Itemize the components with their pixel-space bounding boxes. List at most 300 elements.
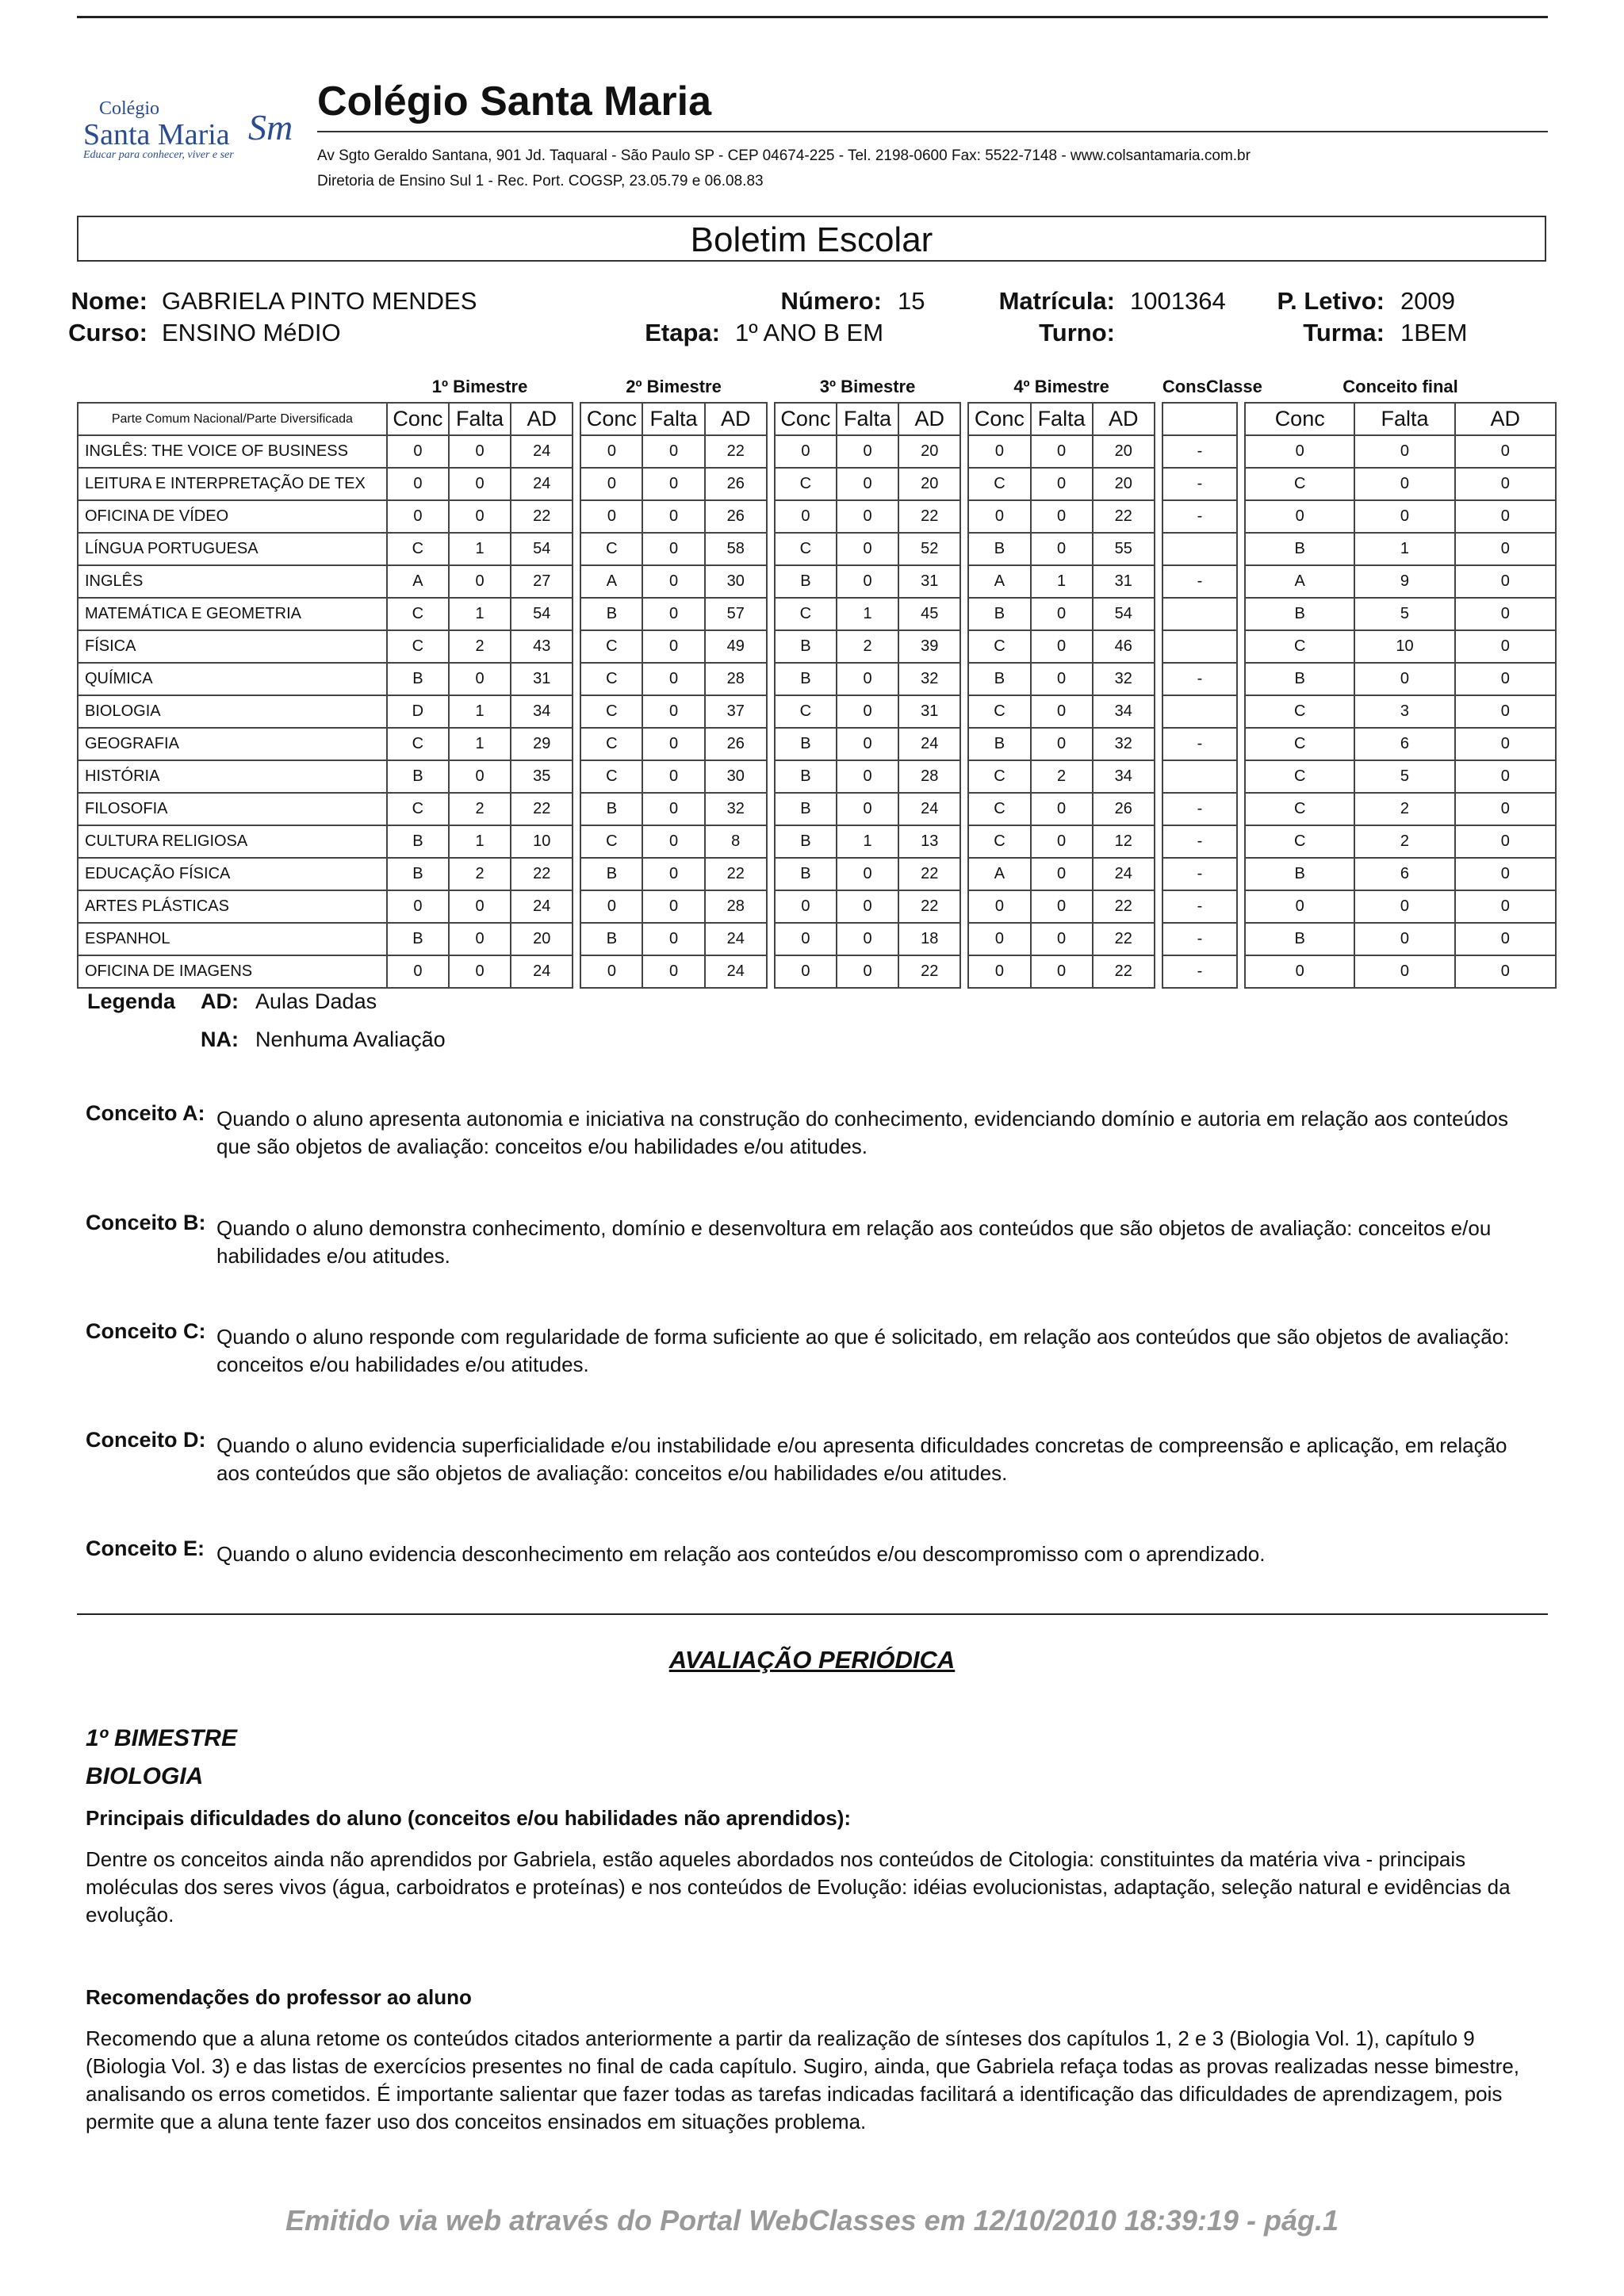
table-row <box>78 760 1556 793</box>
grades-table <box>77 371 1557 989</box>
concept-text: Quando o aluno evidencia desconhecimento em relação aos conteúdos e/ou descompromisso com o aprendizado. <box>216 1542 1266 1566</box>
ad-cell: 20 <box>1093 468 1155 500</box>
group-header: 2º Bimestre <box>626 376 722 396</box>
consclasse-cell <box>1162 695 1237 728</box>
falta-cell: 0 <box>642 760 704 793</box>
falta-cell: 0 <box>449 760 511 793</box>
falta-cell: 0 <box>642 663 704 695</box>
ad-cell: 26 <box>705 500 767 533</box>
conc-cell: C <box>968 793 1030 825</box>
conc-cell: C <box>580 695 642 728</box>
group-header: 4º Bimestre <box>1013 376 1109 396</box>
concept-label: Conceito D: <box>86 1428 206 1452</box>
ad-cell: 31 <box>898 695 960 728</box>
consclasse-header-cell <box>1162 403 1237 435</box>
ad-cell: 24 <box>511 435 573 468</box>
subject-cell: INGLÊS <box>78 565 387 598</box>
conc-cell: B <box>968 598 1030 630</box>
final-conc-cell: C <box>1245 793 1354 825</box>
conc-cell: 0 <box>775 923 837 955</box>
subject-cell: EDUCAÇÃO FÍSICA <box>78 858 387 890</box>
subject-cell: GEOGRAFIA <box>78 728 387 760</box>
falta-cell: 0 <box>449 663 511 695</box>
conc-cell: 0 <box>580 500 642 533</box>
falta-cell: 0 <box>837 435 898 468</box>
falta-cell: 0 <box>1031 728 1093 760</box>
falta-cell: 0 <box>642 598 704 630</box>
conc-cell: C <box>387 598 449 630</box>
falta-cell: 0 <box>837 955 898 988</box>
final-ad-cell: 0 <box>1455 598 1556 630</box>
consclasse-cell: - <box>1162 923 1237 955</box>
conc-cell: 0 <box>968 435 1030 468</box>
conc-cell: A <box>387 565 449 598</box>
conc-cell: B <box>775 825 837 858</box>
final-ad-cell: 0 <box>1455 793 1556 825</box>
conc-cell: B <box>580 923 642 955</box>
ad-header: AD <box>1455 403 1556 435</box>
falta-cell: 0 <box>1031 500 1093 533</box>
ad-cell: 24 <box>1093 858 1155 890</box>
subject-cell: ARTES PLÁSTICAS <box>78 890 387 923</box>
consclasse-cell <box>1162 533 1237 565</box>
final-conc-cell: 0 <box>1245 500 1354 533</box>
falta-cell: 0 <box>449 435 511 468</box>
consclasse-cell: - <box>1162 728 1237 760</box>
final-conc-cell: C <box>1245 695 1354 728</box>
ad-cell: 12 <box>1093 825 1155 858</box>
evaluation-bimester: 1º BIMESTRE <box>86 1725 237 1751</box>
falta-cell: 0 <box>642 565 704 598</box>
conc-cell: 0 <box>968 923 1030 955</box>
consclasse-cell <box>1162 760 1237 793</box>
name-label: Nome: <box>71 287 147 315</box>
conc-cell: A <box>968 565 1030 598</box>
consclasse-cell: - <box>1162 663 1237 695</box>
falta-cell: 0 <box>449 955 511 988</box>
group-header: Conceito final <box>1342 376 1458 396</box>
falta-header: Falta <box>1354 403 1454 435</box>
falta-cell: 0 <box>642 890 704 923</box>
stage-label: Etapa: <box>645 319 720 346</box>
shift-label: Turno: <box>1039 319 1115 346</box>
falta-cell: 0 <box>1031 598 1093 630</box>
ad-cell: 31 <box>1093 565 1155 598</box>
falta-cell: 0 <box>449 468 511 500</box>
final-ad-cell: 0 <box>1455 630 1556 663</box>
ad-cell: 24 <box>511 890 573 923</box>
conc-header: Conc <box>775 403 837 435</box>
table-row <box>78 468 1556 500</box>
final-falta-cell: 3 <box>1354 695 1454 728</box>
ad-cell: 54 <box>511 533 573 565</box>
ad-cell: 22 <box>705 435 767 468</box>
falta-cell: 1 <box>1031 565 1093 598</box>
legend-value-na: Nenhuma Avaliação <box>255 1027 446 1051</box>
final-falta-cell: 9 <box>1354 565 1454 598</box>
final-ad-cell: 0 <box>1455 500 1556 533</box>
student-number: 15 <box>898 287 925 315</box>
subject-cell: ESPANHOL <box>78 923 387 955</box>
conc-cell: 0 <box>775 500 837 533</box>
ad-cell: 24 <box>898 793 960 825</box>
final-falta-cell: 2 <box>1354 825 1454 858</box>
consclasse-cell: - <box>1162 435 1237 468</box>
falta-cell: 0 <box>837 923 898 955</box>
falta-cell: 0 <box>642 630 704 663</box>
falta-cell: 2 <box>449 858 511 890</box>
consclasse-cell: - <box>1162 890 1237 923</box>
final-falta-cell: 0 <box>1354 663 1454 695</box>
falta-cell: 0 <box>449 500 511 533</box>
ad-cell: 46 <box>1093 630 1155 663</box>
concept-text: Quando o aluno apresenta autonomia e iniciativa na construção do conhecimento, evidenciando domínio e autoria em relação aos conteúdos que são objetos de avaliação: conceitos e/ou habilidades e/ou atitudes. <box>216 1107 1508 1158</box>
conc-cell: C <box>580 663 642 695</box>
table-row <box>78 435 1556 468</box>
conc-header: Conc <box>387 403 449 435</box>
conc-cell: 0 <box>775 955 837 988</box>
difficulties-text: Dentre os conceitos ainda não aprendidos por Gabriela, estão aqueles abordados nos conteúdos de Citologia: constituintes da matéria viva - principais moléculas dos seres vivos (água, carboidratos e proteínas) e nos conteúdos de Evolução: idéias evolucionistas, adaptação, seleção natural e evidências da evolução. <box>86 1847 1511 1927</box>
school-address: Av Sgto Geraldo Santana, 901 Jd. Taquaral - São Paulo SP - CEP 04674-225 - Tel. 2198-0600 Fax: 5522-7148 - www.colsantamaria.com.br <box>317 147 1251 164</box>
falta-cell: 0 <box>642 533 704 565</box>
final-falta-cell: 0 <box>1354 955 1454 988</box>
consclasse-cell: - <box>1162 955 1237 988</box>
ad-cell: 20 <box>898 468 960 500</box>
conc-cell: A <box>968 858 1030 890</box>
conc-cell: B <box>775 858 837 890</box>
final-conc-cell: B <box>1245 663 1354 695</box>
ad-cell: 18 <box>898 923 960 955</box>
final-ad-cell: 0 <box>1455 955 1556 988</box>
final-falta-cell: 10 <box>1354 630 1454 663</box>
conc-cell: 0 <box>387 890 449 923</box>
conc-cell: 0 <box>775 435 837 468</box>
falta-cell: 0 <box>837 793 898 825</box>
ad-cell: 22 <box>898 858 960 890</box>
table-row <box>78 565 1556 598</box>
legend-key-ad: AD: <box>201 989 239 1013</box>
conc-cell: 0 <box>387 468 449 500</box>
ad-cell: 20 <box>511 923 573 955</box>
subject-cell: HISTÓRIA <box>78 760 387 793</box>
final-conc-cell: A <box>1245 565 1354 598</box>
conc-cell: C <box>387 533 449 565</box>
ad-cell: 22 <box>705 858 767 890</box>
ad-cell: 22 <box>898 890 960 923</box>
falta-cell: 1 <box>449 598 511 630</box>
falta-cell: 0 <box>837 468 898 500</box>
final-ad-cell: 0 <box>1455 435 1556 468</box>
conc-cell: B <box>968 663 1030 695</box>
conc-cell: B <box>387 760 449 793</box>
ad-cell: 27 <box>511 565 573 598</box>
conc-cell: 0 <box>387 435 449 468</box>
ad-cell: 24 <box>511 468 573 500</box>
falta-cell: 0 <box>642 695 704 728</box>
school-name: Colégio Santa Maria <box>317 78 711 124</box>
ad-cell: 54 <box>1093 598 1155 630</box>
table-group-headers <box>78 371 1556 403</box>
ad-cell: 32 <box>705 793 767 825</box>
final-conc-cell: C <box>1245 630 1354 663</box>
ad-cell: 26 <box>705 468 767 500</box>
falta-cell: 0 <box>837 663 898 695</box>
ad-cell: 22 <box>898 500 960 533</box>
falta-cell: 0 <box>837 760 898 793</box>
ad-header: AD <box>511 403 573 435</box>
ad-cell: 22 <box>511 858 573 890</box>
conc-cell: C <box>775 695 837 728</box>
difficulties-heading: Principais dificuldades do aluno (conceitos e/ou habilidades não aprendidos): <box>86 1806 852 1830</box>
conc-cell: 0 <box>968 955 1030 988</box>
ad-cell: 22 <box>1093 890 1155 923</box>
conc-cell: B <box>775 728 837 760</box>
consclasse-cell <box>1162 598 1237 630</box>
ad-cell: 57 <box>705 598 767 630</box>
conc-header: Conc <box>1245 403 1354 435</box>
falta-cell: 0 <box>1031 695 1093 728</box>
consclasse-cell: - <box>1162 565 1237 598</box>
falta-cell: 1 <box>449 695 511 728</box>
falta-cell: 0 <box>642 923 704 955</box>
falta-cell: 0 <box>1031 923 1093 955</box>
conc-cell: D <box>387 695 449 728</box>
final-conc-cell: C <box>1245 728 1354 760</box>
conc-cell: C <box>580 630 642 663</box>
ad-cell: 52 <box>898 533 960 565</box>
table-row <box>78 793 1556 825</box>
falta-cell: 1 <box>449 825 511 858</box>
table-row <box>78 533 1556 565</box>
student-class: 1BEM <box>1400 319 1468 346</box>
ad-cell: 24 <box>511 955 573 988</box>
conc-cell: B <box>580 793 642 825</box>
subject-cell: FILOSOFIA <box>78 793 387 825</box>
conc-cell: 0 <box>968 500 1030 533</box>
ad-cell: 30 <box>705 565 767 598</box>
ad-cell: 34 <box>511 695 573 728</box>
falta-cell: 0 <box>642 955 704 988</box>
ad-cell: 45 <box>898 598 960 630</box>
table-row <box>78 825 1556 858</box>
ad-cell: 32 <box>1093 663 1155 695</box>
final-ad-cell: 0 <box>1455 468 1556 500</box>
conc-cell: 0 <box>580 435 642 468</box>
final-falta-cell: 0 <box>1354 500 1454 533</box>
table-row <box>78 630 1556 663</box>
recommendations-text: Recomendo que a aluna retome os conteúdos citados anteriormente a partir da realização de sínteses dos capítulos 1, 2 e 3 (Biologia Vol. 1), capítulo 9 (Biologia Vol. 3) e das listas de exercícios presentes no final de cada capítulo. Sugiro, ainda, que Gabriela refaça todas as provas realizadas nesse bimestre, analisando os erros cometidos. É importante salientar que fazer todas as tarefas indicadas facilitará a identificação das dificuldades de aprendizagem, pois permite que a aluna tente fazer uso dos conceitos ensinados em situações problema. <box>86 2026 1520 2133</box>
conc-cell: 0 <box>775 890 837 923</box>
final-falta-cell: 0 <box>1354 435 1454 468</box>
conc-cell: B <box>775 630 837 663</box>
falta-cell: 0 <box>642 728 704 760</box>
falta-cell: 0 <box>449 923 511 955</box>
conc-cell: C <box>387 728 449 760</box>
concept-label: Conceito C: <box>86 1319 206 1343</box>
ad-cell: 20 <box>1093 435 1155 468</box>
final-conc-cell: 0 <box>1245 890 1354 923</box>
subject-cell: BIOLOGIA <box>78 695 387 728</box>
ad-cell: 13 <box>898 825 960 858</box>
final-falta-cell: 5 <box>1354 598 1454 630</box>
conc-cell: C <box>580 825 642 858</box>
falta-cell: 1 <box>837 825 898 858</box>
final-conc-cell: B <box>1245 858 1354 890</box>
ad-cell: 31 <box>511 663 573 695</box>
falta-header: Falta <box>837 403 898 435</box>
consclasse-cell <box>1162 630 1237 663</box>
conc-cell: B <box>968 533 1030 565</box>
final-ad-cell: 0 <box>1455 663 1556 695</box>
final-conc-cell: C <box>1245 760 1354 793</box>
conc-cell: B <box>775 793 837 825</box>
falta-cell: 0 <box>642 825 704 858</box>
table-row <box>78 663 1556 695</box>
final-falta-cell: 0 <box>1354 923 1454 955</box>
legend-key-na: NA: <box>201 1027 239 1051</box>
falta-cell: 2 <box>1031 760 1093 793</box>
conc-cell: 0 <box>387 500 449 533</box>
ad-cell: 8 <box>705 825 767 858</box>
conc-cell: C <box>580 728 642 760</box>
falta-cell: 0 <box>1031 793 1093 825</box>
ad-cell: 58 <box>705 533 767 565</box>
final-conc-cell: C <box>1245 468 1354 500</box>
falta-cell: 0 <box>1031 890 1093 923</box>
subject-cell: FÍSICA <box>78 630 387 663</box>
ad-cell: 28 <box>898 760 960 793</box>
conc-cell: C <box>387 630 449 663</box>
ad-cell: 22 <box>511 500 573 533</box>
ad-cell: 22 <box>1093 923 1155 955</box>
concept-label: Conceito A: <box>86 1101 205 1125</box>
evaluation-subject: BIOLOGIA <box>86 1763 204 1789</box>
falta-cell: 0 <box>837 728 898 760</box>
falta-cell: 0 <box>642 858 704 890</box>
conc-cell: B <box>580 598 642 630</box>
falta-cell: 0 <box>1031 825 1093 858</box>
header-underline <box>317 131 1548 132</box>
final-conc-cell: 0 <box>1245 435 1354 468</box>
table-row <box>78 890 1556 923</box>
concept-label: Conceito E: <box>86 1536 205 1560</box>
consclasse-cell: - <box>1162 793 1237 825</box>
falta-cell: 1 <box>449 533 511 565</box>
falta-cell: 0 <box>642 435 704 468</box>
falta-cell: 0 <box>1031 468 1093 500</box>
falta-cell: 0 <box>837 500 898 533</box>
subject-cell: MATEMÁTICA E GEOMETRIA <box>78 598 387 630</box>
ad-cell: 20 <box>898 435 960 468</box>
conc-cell: C <box>968 695 1030 728</box>
class-label: Turma: <box>1303 319 1385 346</box>
subject-cell: LEITURA E INTERPRETAÇÃO DE TEX <box>78 468 387 500</box>
ad-cell: 39 <box>898 630 960 663</box>
falta-cell: 2 <box>449 630 511 663</box>
conc-header: Conc <box>580 403 642 435</box>
final-falta-cell: 5 <box>1354 760 1454 793</box>
conc-cell: C <box>775 598 837 630</box>
final-falta-cell: 2 <box>1354 793 1454 825</box>
ad-cell: 22 <box>898 955 960 988</box>
falta-cell: 0 <box>837 890 898 923</box>
falta-cell: 0 <box>837 565 898 598</box>
conc-cell: C <box>968 825 1030 858</box>
conc-cell: B <box>580 858 642 890</box>
final-ad-cell: 0 <box>1455 858 1556 890</box>
falta-header: Falta <box>1031 403 1093 435</box>
final-ad-cell: 0 <box>1455 890 1556 923</box>
ad-cell: 24 <box>705 923 767 955</box>
school-logo: Colégio Santa Maria Sm Educar para conhecer, viver e ser <box>83 98 293 161</box>
conc-cell: 0 <box>968 890 1030 923</box>
subject-cell: INGLÊS: THE VOICE OF BUSINESS <box>78 435 387 468</box>
document-title: Boletim Escolar <box>690 220 933 259</box>
ad-cell: 22 <box>1093 955 1155 988</box>
falta-header: Falta <box>642 403 704 435</box>
concept-text: Quando o aluno responde com regularidade de forma suficiente ao que é solicitado, em relação aos conteúdos que são objetos de avaliação: conceitos e/ou habilidades e/ou atitudes. <box>216 1325 1510 1376</box>
ad-cell: 55 <box>1093 533 1155 565</box>
conc-cell: B <box>387 663 449 695</box>
table-row <box>78 598 1556 630</box>
top-rule <box>77 16 1548 18</box>
final-conc-cell: B <box>1245 598 1354 630</box>
ad-cell: 24 <box>898 728 960 760</box>
ad-cell: 34 <box>1093 695 1155 728</box>
ad-header: AD <box>898 403 960 435</box>
ad-cell: 22 <box>511 793 573 825</box>
falta-cell: 0 <box>642 468 704 500</box>
final-ad-cell: 0 <box>1455 825 1556 858</box>
legend-label: Legenda <box>87 989 176 1013</box>
conc-header: Conc <box>968 403 1030 435</box>
ad-cell: 43 <box>511 630 573 663</box>
legend-value-ad: Aulas Dadas <box>255 989 377 1013</box>
falta-cell: 0 <box>837 695 898 728</box>
conc-cell: B <box>387 825 449 858</box>
conc-cell: B <box>387 858 449 890</box>
school-directorate: Diretoria de Ensino Sul 1 - Rec. Port. COGSP, 23.05.79 e 06.08.83 <box>317 173 764 189</box>
concept-text: Quando o aluno demonstra conhecimento, domínio e desenvoltura em relação aos conteúdos que são objetos de avaliação: conceitos e/ou habilidades e/ou atitudes. <box>216 1216 1492 1268</box>
table-row <box>78 695 1556 728</box>
final-ad-cell: 0 <box>1455 728 1556 760</box>
consclasse-cell: - <box>1162 468 1237 500</box>
ad-cell: 32 <box>1093 728 1155 760</box>
conc-cell: B <box>968 728 1030 760</box>
subject-cell: OFICINA DE IMAGENS <box>78 955 387 988</box>
conc-cell: C <box>580 760 642 793</box>
conc-cell: B <box>775 760 837 793</box>
conc-cell: C <box>968 630 1030 663</box>
final-falta-cell: 1 <box>1354 533 1454 565</box>
ad-header: AD <box>1093 403 1155 435</box>
table-row <box>78 500 1556 533</box>
final-conc-cell: B <box>1245 533 1354 565</box>
ad-cell: 22 <box>1093 500 1155 533</box>
conc-cell: C <box>580 533 642 565</box>
falta-cell: 0 <box>642 793 704 825</box>
student-matricula: 1001364 <box>1130 287 1226 315</box>
conc-cell: C <box>968 468 1030 500</box>
ad-cell: 10 <box>511 825 573 858</box>
table-sub-headers <box>78 403 1556 435</box>
falta-cell: 0 <box>642 500 704 533</box>
ad-cell: 26 <box>1093 793 1155 825</box>
number-label: Número: <box>780 287 882 315</box>
final-conc-cell: C <box>1245 825 1354 858</box>
final-falta-cell: 6 <box>1354 858 1454 890</box>
page-footer: Emitido via web através do Portal WebClasses em 12/10/2010 18:39:19 - pág.1 <box>285 2204 1339 2237</box>
